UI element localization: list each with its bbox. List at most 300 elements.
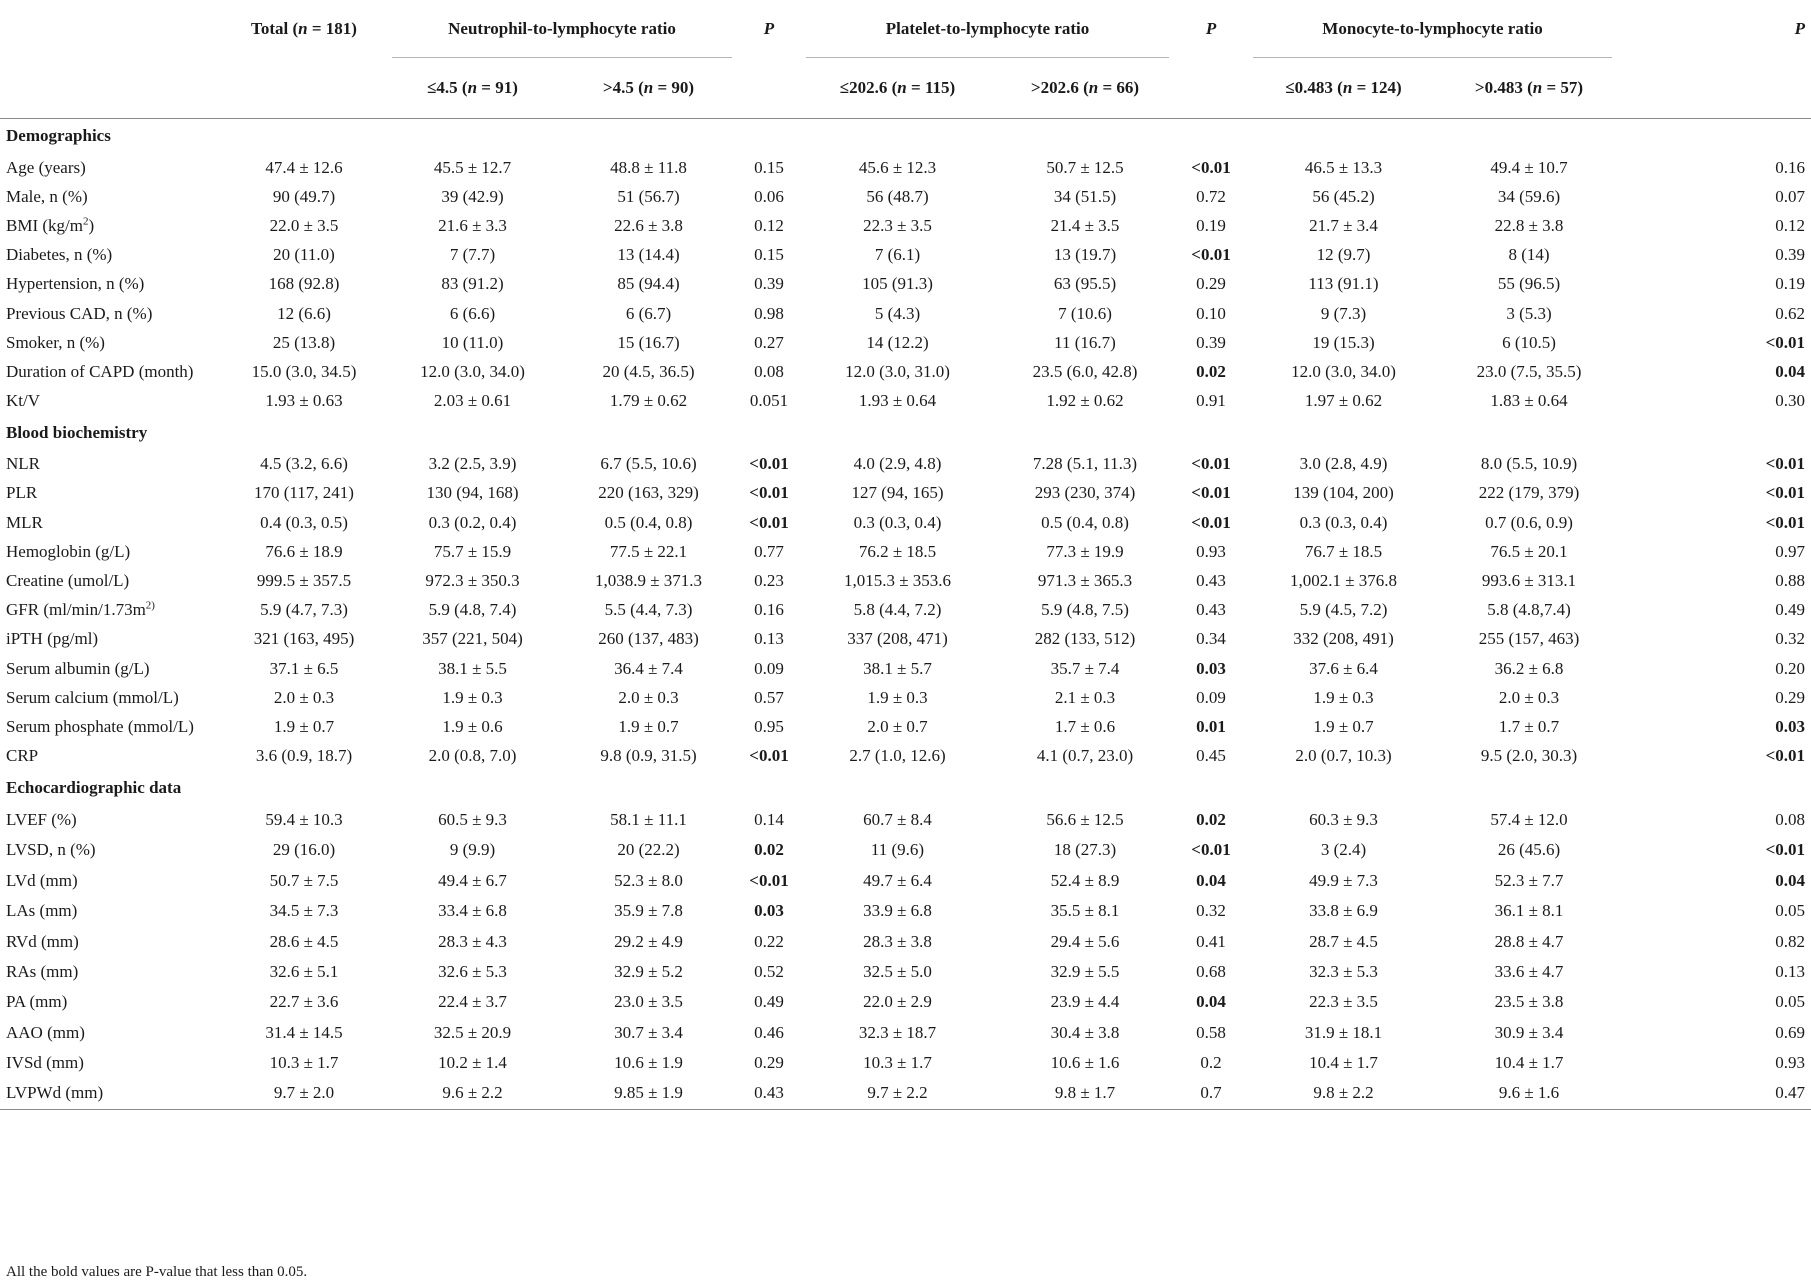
value-cell: 12 (6.6) — [277, 303, 331, 323]
value-cell: 10.4 ± 1.7 — [1494, 1053, 1564, 1073]
value-cell: 23.0 (7.5, 35.5) — [1476, 361, 1582, 381]
p-value-cell: 0.97 — [1775, 541, 1806, 561]
value-cell: 22.7 ± 3.6 — [269, 992, 339, 1012]
value-cell: 0.5 (0.4, 0.8) — [1041, 512, 1129, 532]
p-value-cell: <0.01 — [1765, 454, 1806, 474]
value-cell: 293 (230, 374) — [1034, 483, 1136, 503]
value-cell: 993.6 ± 313.1 — [1481, 571, 1577, 591]
value-cell: 28.3 ± 4.3 — [438, 931, 507, 951]
value-cell: 20 (11.0) — [273, 245, 335, 265]
value-cell: 1.9 ± 0.3 — [867, 687, 928, 707]
p-value-cell: 0.12 — [1775, 215, 1806, 235]
value-cell: 34 (51.5) — [1053, 186, 1117, 206]
table-row — [0, 241, 1811, 270]
value-cell: 332 (208, 491) — [1293, 629, 1394, 649]
value-cell: 8 (14) — [1508, 245, 1550, 265]
value-cell: 1.9 ± 0.3 — [1313, 687, 1374, 707]
p-value-cell: 0.29 — [1196, 274, 1226, 294]
value-cell: 77.3 ± 19.9 — [1046, 541, 1124, 561]
value-cell: 63 (95.5) — [1053, 274, 1117, 294]
row-label: AAO (mm) — [6, 1022, 85, 1042]
value-cell: 4.5 (3.2, 6.6) — [260, 454, 348, 474]
value-cell: 32.5 ± 20.9 — [433, 1022, 512, 1042]
row-label: Previous CAD, n (%) — [6, 303, 153, 323]
header-empty-cell — [738, 58, 800, 119]
value-cell: 0.3 (0.3, 0.4) — [1299, 512, 1388, 532]
value-cell: 32.5 ± 5.0 — [863, 961, 932, 981]
row-label: LVEF (%) — [6, 809, 77, 829]
p-value-cell: 0.49 — [1775, 600, 1806, 620]
p-value-cell: 0.93 — [1775, 1053, 1806, 1073]
p-value-cell: <0.01 — [1191, 483, 1231, 503]
value-cell: 28.3 ± 3.8 — [863, 931, 932, 951]
p-value-cell: 0.02 — [1196, 361, 1226, 381]
table-row — [0, 566, 1811, 595]
value-cell: 23.9 ± 4.4 — [1050, 992, 1120, 1012]
header-empty-cell — [0, 0, 222, 58]
row-label: Creatine (umol/L) — [6, 571, 130, 591]
p-value-cell: 0.22 — [754, 931, 784, 951]
value-cell: 49.9 ± 7.3 — [1309, 870, 1378, 890]
value-cell: 6 (6.7) — [625, 303, 672, 323]
p-value-cell: 0.93 — [1196, 541, 1226, 561]
table-row — [0, 987, 1811, 1017]
value-cell: 7.28 (5.1, 11.3) — [1032, 454, 1138, 474]
value-cell: 0.3 (0.3, 0.4) — [853, 512, 942, 532]
p-value-cell: 0.58 — [1196, 1022, 1226, 1042]
value-cell: 10.3 ± 1.7 — [269, 1053, 339, 1073]
p-value-cell: <0.01 — [749, 454, 789, 474]
value-cell: 37.1 ± 6.5 — [269, 658, 339, 678]
table-row — [0, 479, 1811, 508]
value-cell: 34 (59.6) — [1497, 186, 1561, 206]
value-cell: 52.3 ± 8.0 — [614, 870, 683, 890]
value-cell: 45.5 ± 12.7 — [433, 157, 512, 177]
value-cell: 21.6 ± 3.3 — [438, 215, 507, 235]
value-cell: 32.3 ± 5.3 — [1309, 961, 1378, 981]
row-label: iPTH (pg/ml) — [6, 629, 99, 649]
p-value-cell: 0.16 — [754, 600, 784, 620]
p-value-cell: 0.02 — [754, 840, 784, 860]
table-row — [0, 926, 1811, 956]
value-cell: 1.79 ± 0.62 — [609, 391, 688, 411]
row-label: RVd (mm) — [6, 931, 79, 951]
table-row — [0, 299, 1811, 328]
value-cell: 7 (10.6) — [1058, 303, 1112, 323]
value-cell: 337 (208, 471) — [847, 629, 948, 649]
row-label: Age (years) — [6, 157, 86, 177]
row-label: Diabetes, n (%) — [6, 245, 113, 265]
p-value-cell: 0.07 — [1775, 186, 1806, 206]
value-cell: 6 (6.6) — [449, 303, 496, 323]
row-label: Duration of CAPD (month) — [6, 361, 194, 381]
table-row — [0, 896, 1811, 926]
table-row — [0, 270, 1811, 299]
value-cell: 32.9 ± 5.5 — [1050, 961, 1120, 981]
value-cell: 32.6 ± 5.3 — [438, 961, 507, 981]
header-p-plr: P — [1205, 19, 1217, 38]
p-value-cell: 0.051 — [749, 391, 789, 411]
p-value-cell: <0.01 — [749, 746, 789, 766]
p-value-cell: 0.01 — [1196, 716, 1226, 736]
value-cell: 75.7 ± 15.9 — [433, 541, 512, 561]
table-row — [0, 625, 1811, 654]
table-footnote: All the bold values are P-value that less than 0.05. — [6, 1264, 308, 1280]
p-value-cell: 0.62 — [1775, 303, 1806, 323]
header-p-nlr: P — [763, 19, 775, 38]
table-row — [0, 1048, 1811, 1078]
value-cell: 4.0 (2.9, 4.8) — [853, 454, 942, 474]
p-value-cell: 0.19 — [1196, 215, 1226, 235]
table-row — [0, 1017, 1811, 1047]
p-value-cell: 0.49 — [754, 992, 784, 1012]
table-row — [0, 537, 1811, 566]
value-cell: 50.7 ± 12.5 — [1046, 157, 1124, 177]
p-value-cell: 0.04 — [1196, 992, 1226, 1012]
value-cell: 13 (19.7) — [1053, 245, 1117, 265]
value-cell: 2.0 (0.8, 7.0) — [428, 746, 517, 766]
table-row — [0, 742, 1811, 771]
value-cell: 127 (94, 165) — [851, 483, 944, 503]
value-cell: 34.5 ± 7.3 — [269, 901, 339, 921]
value-cell: 3.0 (2.8, 4.9) — [1299, 454, 1388, 474]
p-value-cell: 0.27 — [754, 332, 784, 352]
value-cell: 19 (15.3) — [1312, 332, 1375, 352]
row-label: CRP — [6, 746, 39, 766]
value-cell: 12.0 (3.0, 34.0) — [1291, 361, 1396, 381]
value-cell: 18 (27.3) — [1053, 840, 1117, 860]
value-cell: 972.3 ± 350.3 — [425, 571, 520, 591]
row-label: LAs (mm) — [6, 901, 78, 921]
value-cell: 2.0 ± 0.3 — [618, 687, 679, 707]
value-cell: 56 (45.2) — [1312, 186, 1375, 206]
value-cell: 49.4 ± 10.7 — [1490, 157, 1568, 177]
value-cell: 0.7 (0.6, 0.9) — [1485, 512, 1573, 532]
value-cell: 255 (157, 463) — [1478, 629, 1580, 649]
p-value-cell: 0.13 — [754, 629, 784, 649]
p-value-cell: 0.46 — [754, 1022, 784, 1042]
value-cell: 38.1 ± 5.7 — [863, 658, 932, 678]
value-cell: 1.83 ± 0.64 — [1490, 391, 1568, 411]
value-cell: 15.0 (3.0, 34.5) — [251, 361, 357, 381]
p-value-cell: 0.05 — [1775, 992, 1806, 1012]
table-row — [0, 683, 1811, 712]
value-cell: 35.5 ± 8.1 — [1050, 901, 1120, 921]
value-cell: 30.7 ± 3.4 — [614, 1022, 683, 1042]
value-cell: 5.9 (4.5, 7.2) — [1299, 600, 1388, 620]
row-label: Serum calcium (mmol/L) — [6, 687, 179, 707]
value-cell: 1.93 ± 0.64 — [858, 391, 937, 411]
value-cell: 14 (12.2) — [866, 332, 929, 352]
value-cell: 25 (13.8) — [272, 332, 336, 352]
value-cell: 1,038.9 ± 371.3 — [594, 571, 703, 591]
p-value-cell: 0.72 — [1196, 186, 1226, 206]
header-plr-high: >202.6 (n = 66) — [995, 58, 1175, 119]
value-cell: 76.7 ± 18.5 — [1304, 541, 1383, 561]
value-cell: 9.7 ± 2.0 — [222, 1078, 386, 1109]
value-cell: 55 (96.5) — [1497, 274, 1561, 294]
value-cell: 105 (91.3) — [862, 274, 933, 294]
value-cell: 9.8 ± 1.7 — [995, 1078, 1175, 1109]
value-cell: 1.9 ± 0.7 — [273, 716, 335, 736]
header-group-nlr: Neutrophil-to-lymphocyte ratio — [386, 0, 738, 58]
value-cell: 47.4 ± 12.6 — [265, 157, 343, 177]
value-cell: 22.8 ± 3.8 — [1494, 215, 1564, 235]
value-cell: 5.8 (4.4, 7.2) — [853, 600, 942, 620]
table-row — [0, 957, 1811, 987]
p-value-cell: 0.08 — [754, 361, 784, 381]
value-cell: 28.7 ± 4.5 — [1309, 931, 1378, 951]
p-value-cell: 0.41 — [1196, 931, 1226, 951]
p-value-cell: 0.77 — [754, 541, 784, 561]
table-row — [0, 328, 1811, 357]
value-cell: 321 (163, 495) — [253, 629, 355, 649]
section-title: Echocardiographic data — [6, 777, 182, 797]
p-value-cell: 0.05 — [1775, 901, 1806, 921]
p-value-cell: <0.01 — [1191, 512, 1231, 532]
value-cell: 22.6 ± 3.8 — [614, 215, 683, 235]
header-plr-low: ≤202.6 (n = 115) — [800, 58, 995, 119]
value-cell: 5.5 (4.4, 7.3) — [604, 600, 693, 620]
value-cell: 5.9 (4.7, 7.3) — [260, 600, 348, 620]
value-cell: 2.0 ± 0.7 — [867, 716, 928, 736]
p-value-cell: 0.23 — [754, 571, 784, 591]
p-value-cell: 0.06 — [754, 186, 784, 206]
p-value-cell: 0.43 — [738, 1078, 800, 1109]
header-empty-cell — [222, 58, 386, 119]
p-value-cell: 0.10 — [1196, 303, 1226, 323]
row-label: Serum phosphate (mmol/L) — [6, 716, 194, 736]
value-cell: 130 (94, 168) — [426, 483, 519, 503]
value-cell: 9 (7.3) — [1320, 303, 1367, 323]
header-empty-cell — [0, 58, 222, 119]
table-row — [0, 387, 1811, 416]
value-cell: 9.8 (0.9, 31.5) — [600, 746, 697, 766]
value-cell: 10.3 ± 1.7 — [863, 1053, 932, 1073]
value-cell: 50.7 ± 7.5 — [269, 870, 339, 890]
value-cell: 15 (16.7) — [617, 332, 680, 352]
table-row — [0, 508, 1811, 537]
row-label: IVSd (mm) — [6, 1053, 84, 1073]
value-cell: 10.6 ± 1.6 — [1050, 1053, 1120, 1073]
row-label: LVSD, n (%) — [6, 840, 96, 860]
value-cell: 1,002.1 ± 376.8 — [1289, 571, 1398, 591]
value-cell: 1.97 ± 0.62 — [1304, 391, 1383, 411]
value-cell: 22.4 ± 3.7 — [438, 992, 507, 1012]
value-cell: 51 (56.7) — [617, 186, 680, 206]
row-label: NLR — [6, 454, 40, 474]
value-cell: 12.0 (3.0, 31.0) — [845, 361, 950, 381]
value-cell: 46.5 ± 13.3 — [1304, 157, 1383, 177]
table-row — [0, 450, 1811, 479]
value-cell: 11 (9.6) — [870, 840, 925, 860]
value-cell: 1.93 ± 0.63 — [265, 391, 343, 411]
row-label: Hemoglobin (g/L) — [6, 541, 131, 561]
value-cell: 56 (48.7) — [866, 186, 929, 206]
value-cell: 2.0 ± 0.3 — [273, 687, 335, 707]
row-label: Smoker, n (%) — [6, 332, 105, 352]
value-cell: 33.6 ± 4.7 — [1494, 961, 1564, 981]
p-value-cell: 0.14 — [754, 809, 784, 829]
value-cell: 32.6 ± 5.1 — [269, 961, 339, 981]
value-cell: 33.4 ± 6.8 — [438, 901, 507, 921]
table-row — [0, 712, 1811, 741]
value-cell: 10.4 ± 1.7 — [1309, 1053, 1378, 1073]
value-cell: 5 (4.3) — [874, 303, 921, 323]
value-cell: 22.3 ± 3.5 — [863, 215, 932, 235]
value-cell: 0.5 (0.4, 0.8) — [604, 512, 693, 532]
value-cell: 3 (2.4) — [1320, 840, 1367, 860]
p-value-cell: 0.12 — [754, 215, 784, 235]
value-cell: 357 (221, 504) — [422, 629, 523, 649]
p-value-cell: 0.30 — [1775, 391, 1806, 411]
p-value-cell: 0.52 — [754, 961, 784, 981]
value-cell: 13 (14.4) — [617, 245, 680, 265]
table-row — [0, 153, 1811, 182]
table-header — [0, 0, 1811, 119]
value-cell: 2.03 ± 0.61 — [433, 391, 512, 411]
row-label: PA (mm) — [6, 992, 68, 1012]
value-cell: 9.8 ± 2.2 — [1247, 1078, 1440, 1109]
value-cell: 0.4 (0.3, 0.5) — [260, 512, 348, 532]
value-cell: 39 (42.9) — [441, 186, 504, 206]
p-value-cell: 0.2 — [1200, 1053, 1222, 1073]
value-cell: 23.0 ± 3.5 — [614, 992, 683, 1012]
value-cell: 35.9 ± 7.8 — [614, 901, 683, 921]
table-row — [0, 182, 1811, 211]
value-cell: 48.8 ± 11.8 — [610, 157, 687, 177]
value-cell: 12.0 (3.0, 34.0) — [420, 361, 525, 381]
p-value-cell: 0.04 — [1775, 870, 1806, 890]
header-total: Total (n = 181) — [251, 19, 357, 38]
value-cell: 2.0 (0.7, 10.3) — [1295, 746, 1392, 766]
value-cell: 2.7 (1.0, 12.6) — [849, 746, 946, 766]
table-row — [0, 835, 1811, 865]
header-p-mlr: P — [1794, 19, 1806, 38]
value-cell: 9 (9.9) — [449, 840, 496, 860]
value-cell: 28.6 ± 4.5 — [269, 931, 339, 951]
p-value-cell: 0.98 — [754, 303, 784, 323]
value-cell: 9.7 ± 2.2 — [800, 1078, 995, 1109]
table-row — [0, 596, 1811, 625]
header-group-plr: Platelet-to-lymphocyte ratio — [800, 0, 1175, 58]
row-label: Male, n (%) — [6, 186, 88, 206]
value-cell: 29.2 ± 4.9 — [614, 931, 683, 951]
value-cell: 5.9 (4.8, 7.5) — [1041, 600, 1129, 620]
value-cell: 52.3 ± 7.7 — [1494, 870, 1564, 890]
p-value-cell: 0.95 — [754, 716, 784, 736]
value-cell: 139 (104, 200) — [1293, 483, 1394, 503]
table-row — [0, 866, 1811, 896]
value-cell: 21.4 ± 3.5 — [1050, 215, 1120, 235]
value-cell: 6.7 (5.5, 10.6) — [600, 454, 697, 474]
value-cell: 30.4 ± 3.8 — [1050, 1022, 1120, 1042]
p-value-cell: 0.45 — [1196, 746, 1226, 766]
value-cell: 5.8 (4.8,7.4) — [1487, 600, 1571, 620]
p-value-cell: 0.02 — [1196, 809, 1226, 829]
value-cell: 1.7 ± 0.6 — [1054, 716, 1116, 736]
value-cell: 10.2 ± 1.4 — [438, 1053, 507, 1073]
value-cell: 31.9 ± 18.1 — [1304, 1022, 1383, 1042]
section-header-row — [0, 416, 1811, 450]
row-label: RAs (mm) — [6, 961, 79, 981]
value-cell: 85 (94.4) — [617, 274, 680, 294]
value-cell: 1.7 ± 0.7 — [1498, 716, 1560, 736]
value-cell: 56.6 ± 12.5 — [1046, 809, 1124, 829]
p-value-cell: 0.32 — [1196, 901, 1226, 921]
value-cell: 2.1 ± 0.3 — [1054, 687, 1116, 707]
value-cell: 32.3 ± 18.7 — [858, 1022, 937, 1042]
value-cell: 1,015.3 ± 353.6 — [843, 571, 952, 591]
p-value-cell: 0.15 — [754, 157, 784, 177]
p-value-cell: 0.19 — [1775, 274, 1806, 294]
p-value-cell: 0.16 — [1775, 157, 1806, 177]
value-cell: 6 (10.5) — [1502, 332, 1556, 352]
value-cell: 0.3 (0.2, 0.4) — [428, 512, 517, 532]
value-cell: 21.7 ± 3.4 — [1309, 215, 1378, 235]
value-cell: 282 (133, 512) — [1034, 629, 1136, 649]
value-cell: 30.9 ± 3.4 — [1494, 1022, 1564, 1042]
value-cell: 60.3 ± 9.3 — [1309, 809, 1378, 829]
value-cell: 49.4 ± 6.7 — [438, 870, 507, 890]
value-cell: 76.6 ± 18.9 — [265, 541, 343, 561]
p-value-cell: 0.68 — [1196, 961, 1226, 981]
value-cell: 29.4 ± 5.6 — [1050, 931, 1120, 951]
header-group-mlr: Monocyte-to-lymphocyte ratio — [1247, 0, 1618, 58]
value-cell: 36.4 ± 7.4 — [614, 658, 683, 678]
value-cell: 77.5 ± 22.1 — [609, 541, 688, 561]
value-cell: 76.2 ± 18.5 — [858, 541, 937, 561]
section-title: Demographics — [6, 126, 111, 145]
value-cell: 26 (45.6) — [1497, 840, 1561, 860]
row-label: LVPWd (mm) — [0, 1078, 222, 1109]
table-row — [0, 1078, 1811, 1109]
row-label: PLR — [6, 483, 38, 503]
value-cell: 29 (16.0) — [272, 840, 336, 860]
value-cell: 9.6 ± 2.2 — [386, 1078, 559, 1109]
value-cell: 32.9 ± 5.2 — [614, 961, 683, 981]
p-value-cell: <0.01 — [1765, 512, 1806, 532]
value-cell: 37.6 ± 6.4 — [1309, 658, 1378, 678]
value-cell: 11 (16.7) — [1054, 332, 1116, 352]
p-value-cell: 0.20 — [1775, 658, 1806, 678]
value-cell: 3.2 (2.5, 3.9) — [428, 454, 517, 474]
p-value-cell: <0.01 — [1765, 840, 1806, 860]
row-label: Serum albumin (g/L) — [6, 658, 150, 678]
value-cell: 9.6 ± 1.6 — [1440, 1078, 1618, 1109]
value-cell: 76.5 ± 20.1 — [1490, 541, 1568, 561]
value-cell: 1.9 ± 0.6 — [442, 716, 503, 736]
value-cell: 33.9 ± 6.8 — [863, 901, 932, 921]
value-cell: 33.8 ± 6.9 — [1309, 901, 1378, 921]
value-cell: 2.0 ± 0.3 — [1498, 687, 1560, 707]
value-cell: 52.4 ± 8.9 — [1050, 870, 1120, 890]
value-cell: 999.5 ± 357.5 — [256, 571, 352, 591]
p-value-cell: <0.01 — [749, 483, 789, 503]
value-cell: 49.7 ± 6.4 — [863, 870, 932, 890]
p-value-cell: 0.29 — [754, 1053, 784, 1073]
p-value-cell: 0.03 — [1196, 658, 1226, 678]
value-cell: 7 (6.1) — [874, 245, 921, 265]
value-cell: 60.5 ± 9.3 — [438, 809, 507, 829]
value-cell: 113 (91.1) — [1308, 274, 1379, 294]
header-empty-cell — [1175, 58, 1247, 119]
header-nlr-low: ≤4.5 (n = 91) — [386, 58, 559, 119]
p-value-cell: 0.34 — [1196, 629, 1226, 649]
table-row — [0, 654, 1811, 683]
p-value-cell: <0.01 — [749, 870, 789, 890]
p-value-cell: 0.91 — [1196, 391, 1226, 411]
